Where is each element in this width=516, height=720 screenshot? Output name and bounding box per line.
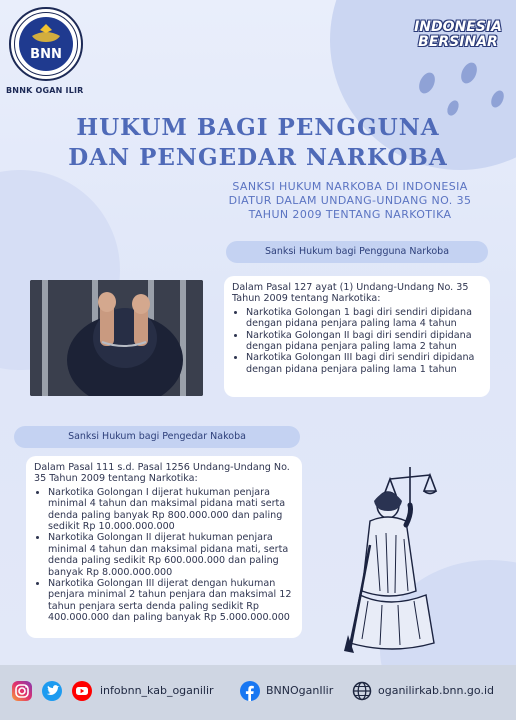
pengedar-intro: Dalam Pasal 111 s.d. Pasal 1256 Undang-Undang No. 35 Tahun 2009 tentang Narkotika: <box>34 462 290 485</box>
list-item: • Narkotika Golongan II dijerat hukuman penjara minimal 4 tahun dan maksimal pidana mati, serta denda paling sedikit Rp 600.000.000 dan paling banyak Rp 8.000.000.000 <box>48 532 294 578</box>
pengguna-card <box>224 276 490 397</box>
bnn-logo <box>8 6 84 82</box>
pengguna-intro: Dalam Pasal 127 ayat (1) Undang-Undang No. 35 Tahun 2009 tentang Narkotika: <box>232 282 469 305</box>
prisoner-photo <box>30 280 203 396</box>
facebook-icon[interactable] <box>240 681 260 701</box>
section-label-pengedar: Sanksi Hukum bagi Pengedar Nakoba <box>14 426 300 448</box>
lady-justice-illustration <box>330 455 505 655</box>
tagline-line: INDONESIA <box>414 19 502 35</box>
brand-name: BNNK OGAN ILIR <box>6 86 84 95</box>
subheading-line: TAHUN 2009 TENTANG NARKOTIKA <box>248 208 452 221</box>
list-item: • Narkotika Golongan I dijerat hukuman penjara minimal 4 tahun dan maksimal pidana mati serta denda paling banyak Rp 800.000.000 dan paling sedikit Rp 10.000.000.000 <box>48 487 294 533</box>
subheading-line: SANKSI HUKUM NARKOBA DI INDONESIA <box>232 180 468 193</box>
social-handle[interactable]: infobnn_kab_oganilir <box>100 684 214 697</box>
globe-icon[interactable] <box>352 681 372 701</box>
pengguna-list <box>232 307 482 375</box>
instagram-icon[interactable] <box>12 681 32 701</box>
tagline-line: BERSINAR <box>418 34 498 50</box>
twitter-icon[interactable] <box>42 681 62 701</box>
page-title: DAN PENGEDAR NARKOBA <box>68 144 448 171</box>
list-item: • Narkotika Golongan III dijerat dengan hukuman penjara minimal 2 tahun penjara dan maksimal 12 tahun penjara serta denda paling sedikit Rp 400.000.000 dan paling banyak Rp 5.000.000.000 <box>48 578 294 624</box>
pengedar-card <box>26 456 302 638</box>
subheading <box>200 180 500 222</box>
section-label-pengguna: Sanksi Hukum bagi Pengguna Narkoba <box>226 241 488 263</box>
list-item: • Narkotika Golongan III bagi diri sendiri dipidana dengan pidana penjara paling lama 1 tahun <box>246 352 482 375</box>
subheading-line: DIATUR DALAM UNDANG-UNDANG NO. 35 <box>228 194 472 207</box>
list-item: • Narkotika Golongan 1 bagi diri sendiri dipidana dengan pidana penjara paling lama 4 tahun <box>246 307 482 330</box>
tagline <box>408 20 508 50</box>
youtube-icon[interactable] <box>72 681 92 701</box>
facebook-handle[interactable]: BNNOganIlir <box>266 684 334 697</box>
page-title: HUKUM BAGI PENGGUNA <box>76 114 440 141</box>
pengedar-list <box>34 487 294 624</box>
logo-text: BNN <box>30 47 62 62</box>
website-link[interactable]: oganilirkab.bnn.go.id <box>378 684 494 697</box>
list-item: • Narkotika Golongan II bagi diri sendiri dipidana dengan pidana penjara paling lama 2 tahun <box>246 330 482 353</box>
